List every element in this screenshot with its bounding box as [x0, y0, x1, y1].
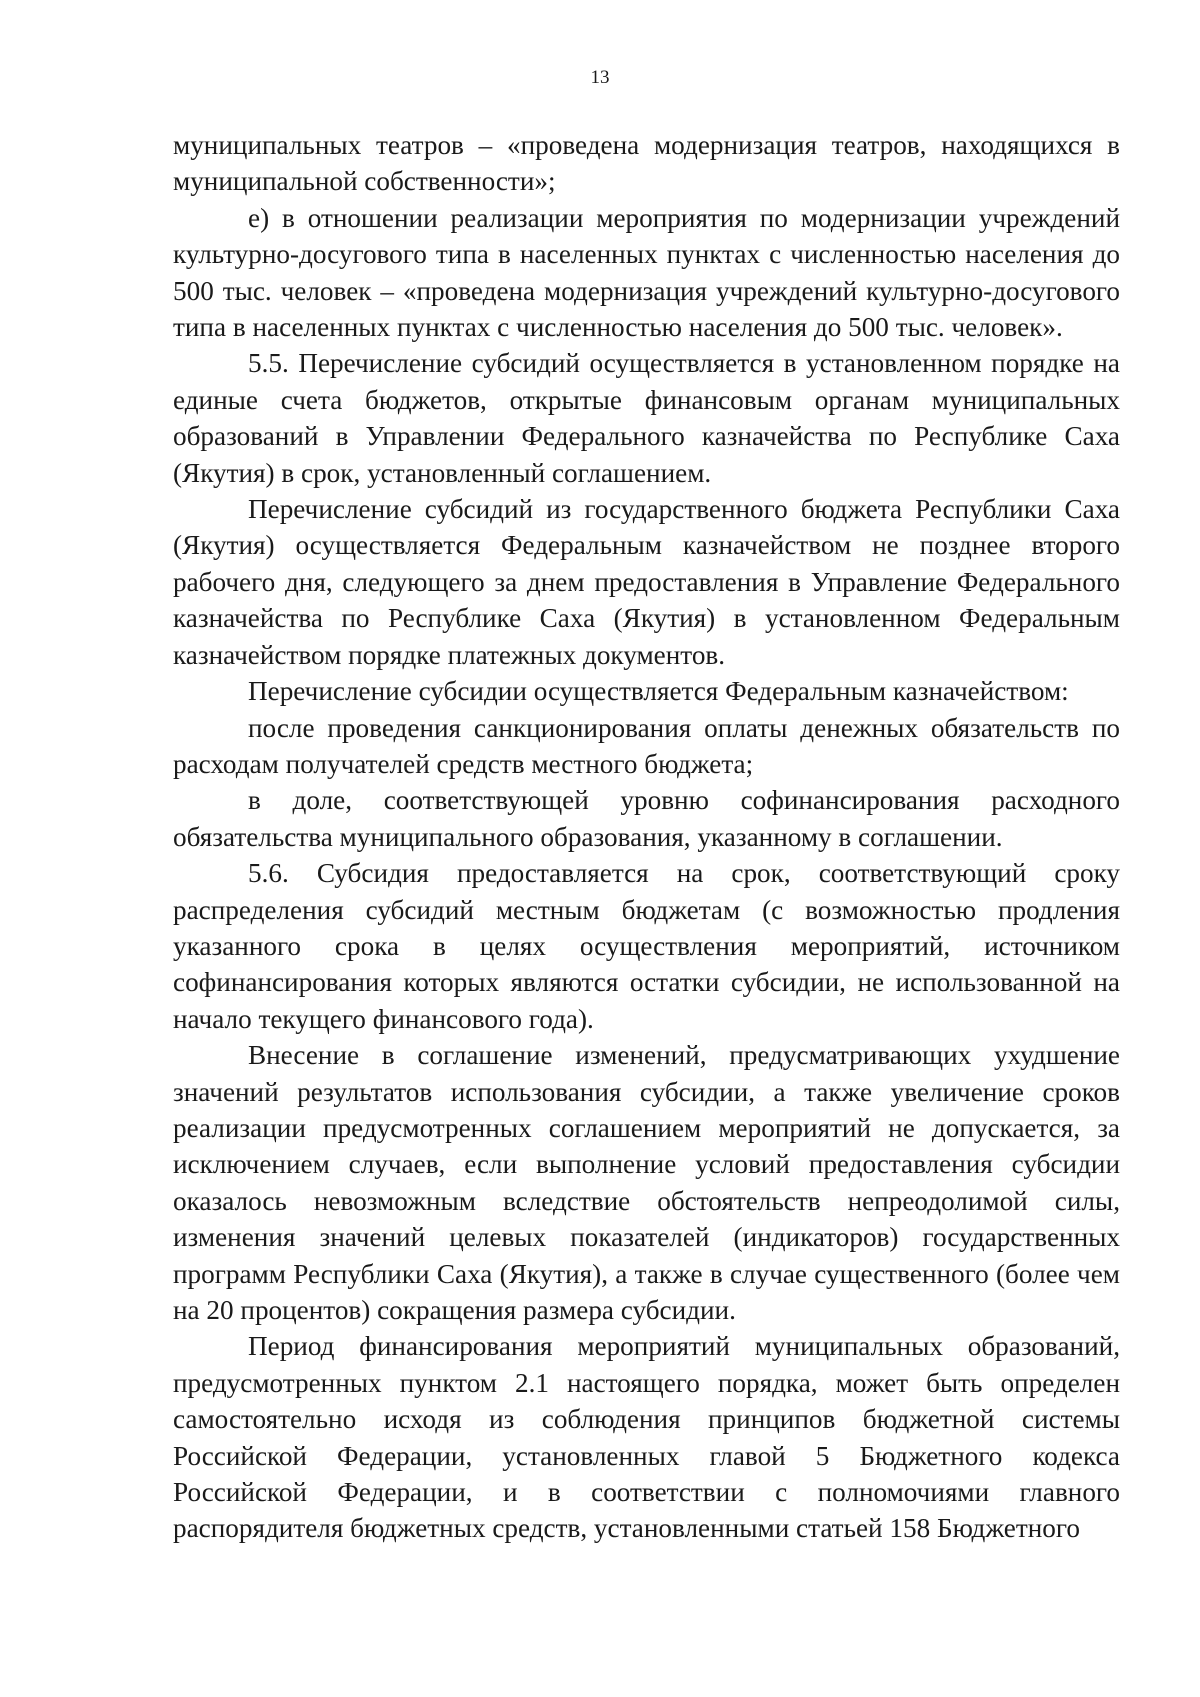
paragraph-continuation: муниципальных театров – «проведена модернизация театров, находящихся в муниципальной собственности»;	[173, 130, 1120, 197]
paragraph-agreement-changes: Внесение в соглашение изменений, предусматривающих ухудшение значений результатов использования субсидии, а также увеличение сроков реализации предусмотренных соглашением мероприятий не допускается, за исключением случаев, если выполнение условий предоставления субсидии оказалось невозможным вследствие обстоятельств непреодолимой силы, изменения значений целевых показателей (индикаторов) государственных программ Республики Саха (Якутия), а также в случае существенного (более чем на 20 процентов) сокращения размера субсидии.	[173, 1040, 1120, 1325]
paragraph-item-e: е) в отношении реализации мероприятия по модернизации учреждений культурно-досугового типа в населенных пунктах с численностью населения до 500 тыс. человек – «проведена модернизация учреждений культурно-досугового типа в населенных пунктах с численностью населения до 500 тыс. человек».	[173, 202, 1120, 343]
paragraph-5-5: 5.5. Перечисление субсидий осуществляется в установленном порядке на единые счета бюджетов, открытые финансовым органам муниципальных образований в Управлении Федерального казначейства по Республике Саха (Якутия) в срок, установленный соглашением.	[173, 348, 1120, 488]
paragraph-transfer-terms: Перечисление субсидий из государственного бюджета Республики Саха (Якутия) осуществляется Федеральным казначейством не позднее второго рабочего дня, следующего за днем предоставления в Управление Федерального казначейства по Республике Саха (Якутия) в установленном Федеральным казначейством порядке платежных документов.	[173, 494, 1120, 670]
page-number: 13	[590, 67, 610, 88]
paragraph-transfer-condition-1: после проведения санкционирования оплаты денежных обязательств по расходам получателей средств местного бюджета;	[173, 712, 1120, 779]
paragraph-transfer-intro: Перечисление субсидии осуществляется Федеральным казначейством:	[248, 676, 1069, 707]
paragraph-financing-period: Период финансирования мероприятий муниципальных образований, предусмотренных пунктом 2.1 настоящего порядка, может быть определен самостоятельно исходя из соблюдения принципов бюджетной системы Российской Федерации, установленных главой 5 Бюджетного кодекса Российской Федерации, и в соответствии с полномочиями главного распорядителя бюджетных средств, установленными статьей 158 Бюджетного	[173, 1331, 1120, 1544]
paragraph-5-6: 5.6. Субсидия предоставляется на срок, соответствующий сроку распределения субсидий местным бюджетам (с возможностью продления указанного срока в целях осуществления мероприятий, источником софинансирования которых являются остатки субсидии, не использованной на начало текущего финансового года).	[173, 858, 1120, 1034]
paragraph-transfer-condition-2: в доле, соответствующей уровню софинансирования расходного обязательства муниципального образования, указанному в соглашении.	[173, 785, 1120, 852]
document-body	[173, 127, 1120, 1547]
